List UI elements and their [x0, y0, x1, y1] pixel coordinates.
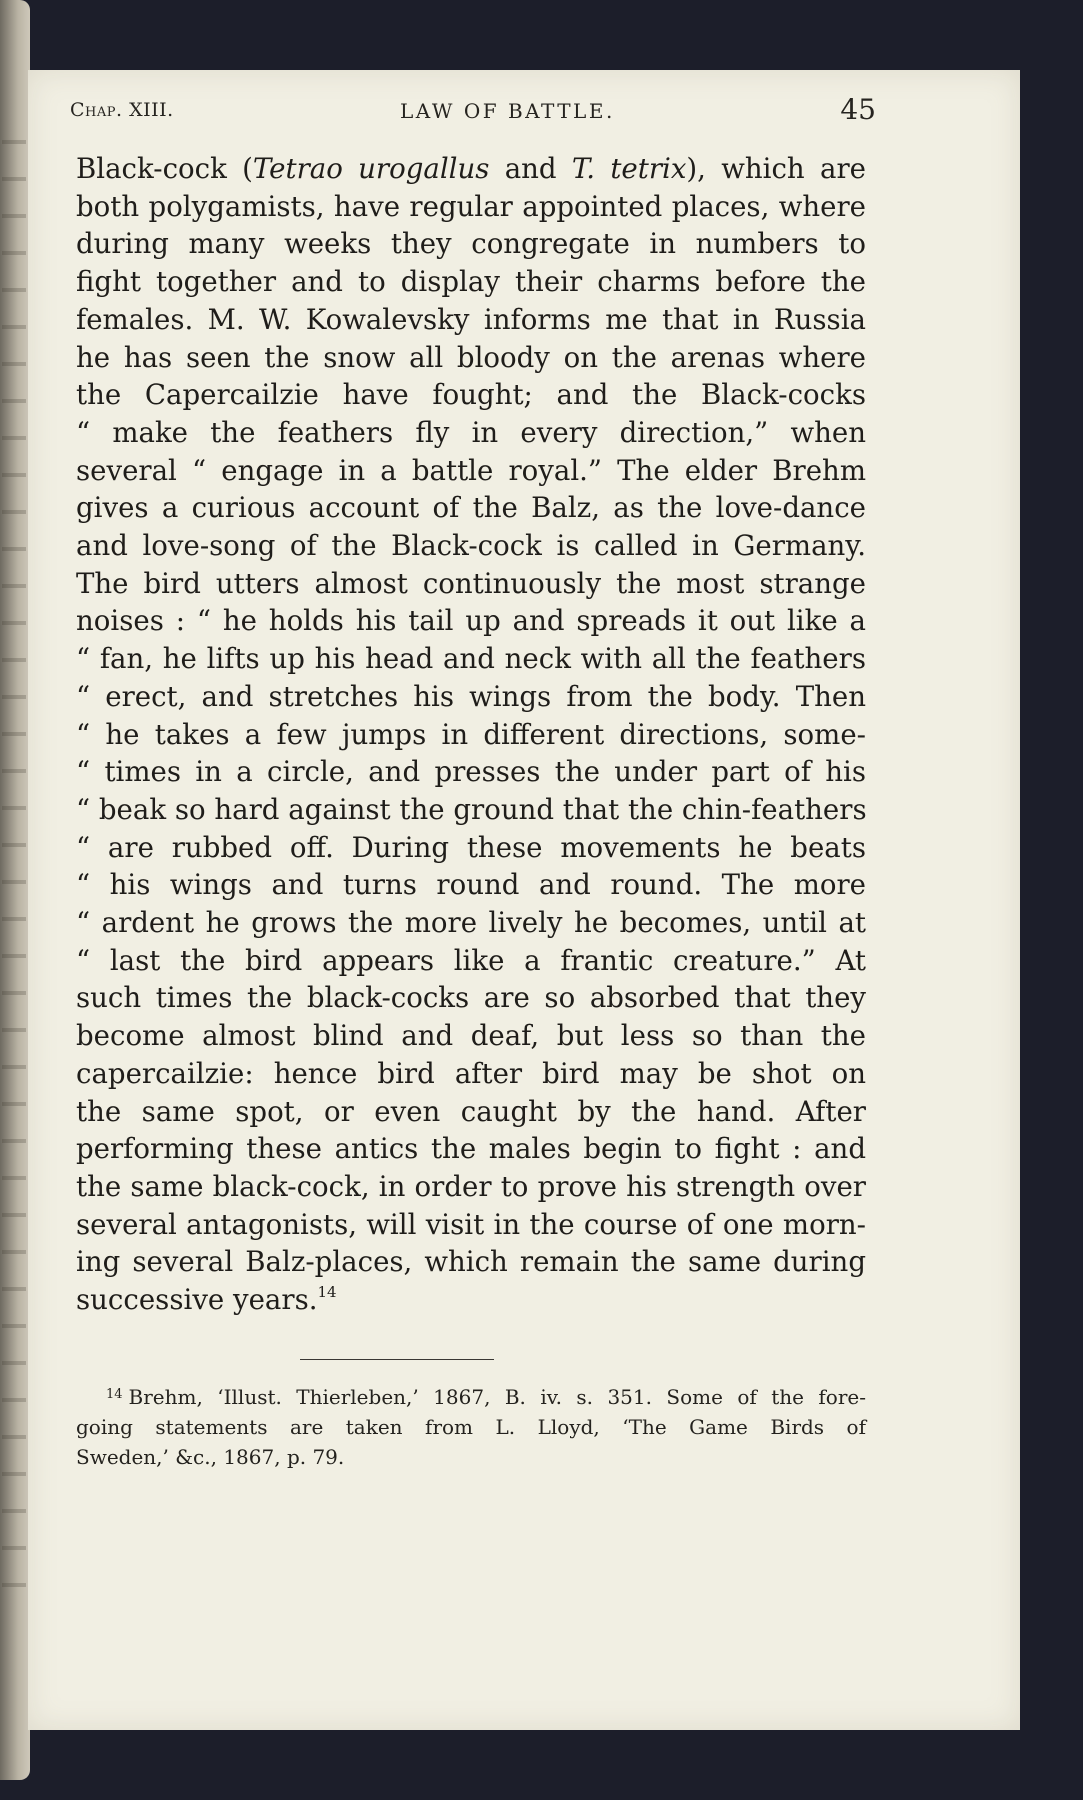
- chapter-label: Chap. XIII.: [70, 99, 174, 121]
- facing-page-edge: [0, 0, 30, 1780]
- text-line: such times the black-cocks are so absorbed that they: [76, 981, 866, 1015]
- footnote-reference: 14: [317, 1283, 337, 1302]
- text-line: he has seen the snow all bloody on the arenas where: [76, 340, 866, 374]
- text-line: become almost blind and deaf, but less so than the: [76, 1019, 866, 1053]
- text-line: “ erect, and stretches his wings from the body. Then: [76, 679, 866, 713]
- text-line: several “ engage in a battle royal.” The elder Brehm: [76, 453, 866, 487]
- text-line: “ his wings and turns round and round. The more: [76, 868, 866, 902]
- text-line: The bird utters almost continuously the most strange: [76, 566, 866, 600]
- italic-species-name: T. tetrix: [571, 152, 687, 185]
- text-line: “ times in a circle, and presses the under part of his: [76, 755, 866, 789]
- footnote-divider: [300, 1359, 494, 1360]
- text-line: noises : “ he holds his tail up and spreads it out like a: [76, 604, 866, 638]
- text-line: the same black-cock, in order to prove his strength over: [76, 1169, 866, 1203]
- text-line: fight together and to display their charms before the: [76, 265, 866, 299]
- text-line: “ last the bird appears like a frantic creature.” At: [76, 943, 866, 977]
- footnote-mark: 14: [106, 1387, 123, 1402]
- footnote-line: going statements are taken from L. Lloyd, ‘The Game Birds of: [76, 1415, 866, 1439]
- body-paragraph: [76, 150, 866, 1319]
- text-line: the same spot, or even caught by the hand. After: [76, 1094, 866, 1128]
- text-line: gives a curious account of the Balz, as the love-dance: [76, 491, 866, 525]
- text-line: successive years.$^{14}$: [76, 1283, 337, 1317]
- text-line: several antagonists, will visit in the course of one morn-: [76, 1207, 866, 1241]
- text-line: “ ardent he grows the more lively he becomes, until at: [76, 906, 866, 940]
- footnote: [76, 1380, 866, 1472]
- text-line: Black-cock (Tetrao urogallus and T. tetrix), which are: [76, 152, 866, 185]
- text-line: capercailzie: hence bird after bird may be shot on: [76, 1056, 866, 1090]
- text-line: both polygamists, have regular appointed places, where: [76, 189, 866, 223]
- running-header: [70, 93, 876, 133]
- text-line: performing these antics the males begin to fight : and: [76, 1132, 866, 1166]
- text-line: females. M. W. Kowalevsky informs me that in Russia: [76, 302, 866, 336]
- text-line: ing several Balz-places, which remain the same during: [76, 1245, 866, 1279]
- text-line: the Capercailzie have fought; and the Black-cocks: [76, 378, 866, 412]
- footnote-line: Sweden,’ &c., 1867, p. 79.: [76, 1445, 345, 1469]
- text-line: “ fan, he lifts up his head and neck with all the feathers: [76, 642, 866, 676]
- running-title: LAW OF BATTLE.: [400, 99, 615, 123]
- facing-page-text-bleed: [2, 140, 26, 1620]
- footnote-line: $^{14}$ Brehm, ‘Illust. Thierleben,’ 1867, B. iv. s. 351. Some of the fore-: [106, 1385, 866, 1409]
- text-line: “ beak so hard against the ground that the chin-feathers: [76, 792, 867, 826]
- text-line: “ he takes a few jumps in different directions, some-: [76, 717, 866, 751]
- italic-species-name: Tetrao urogallus: [252, 152, 490, 185]
- text-line: “ are rubbed off. During these movements he beats: [76, 830, 866, 864]
- text-line: “ make the feathers fly in every direction,” when: [76, 415, 866, 449]
- text-line: during many weeks they congregate in numbers to: [76, 227, 866, 261]
- page-number: 45: [840, 93, 876, 126]
- text-line: and love-song of the Black-cock is called in Germany.: [76, 529, 866, 563]
